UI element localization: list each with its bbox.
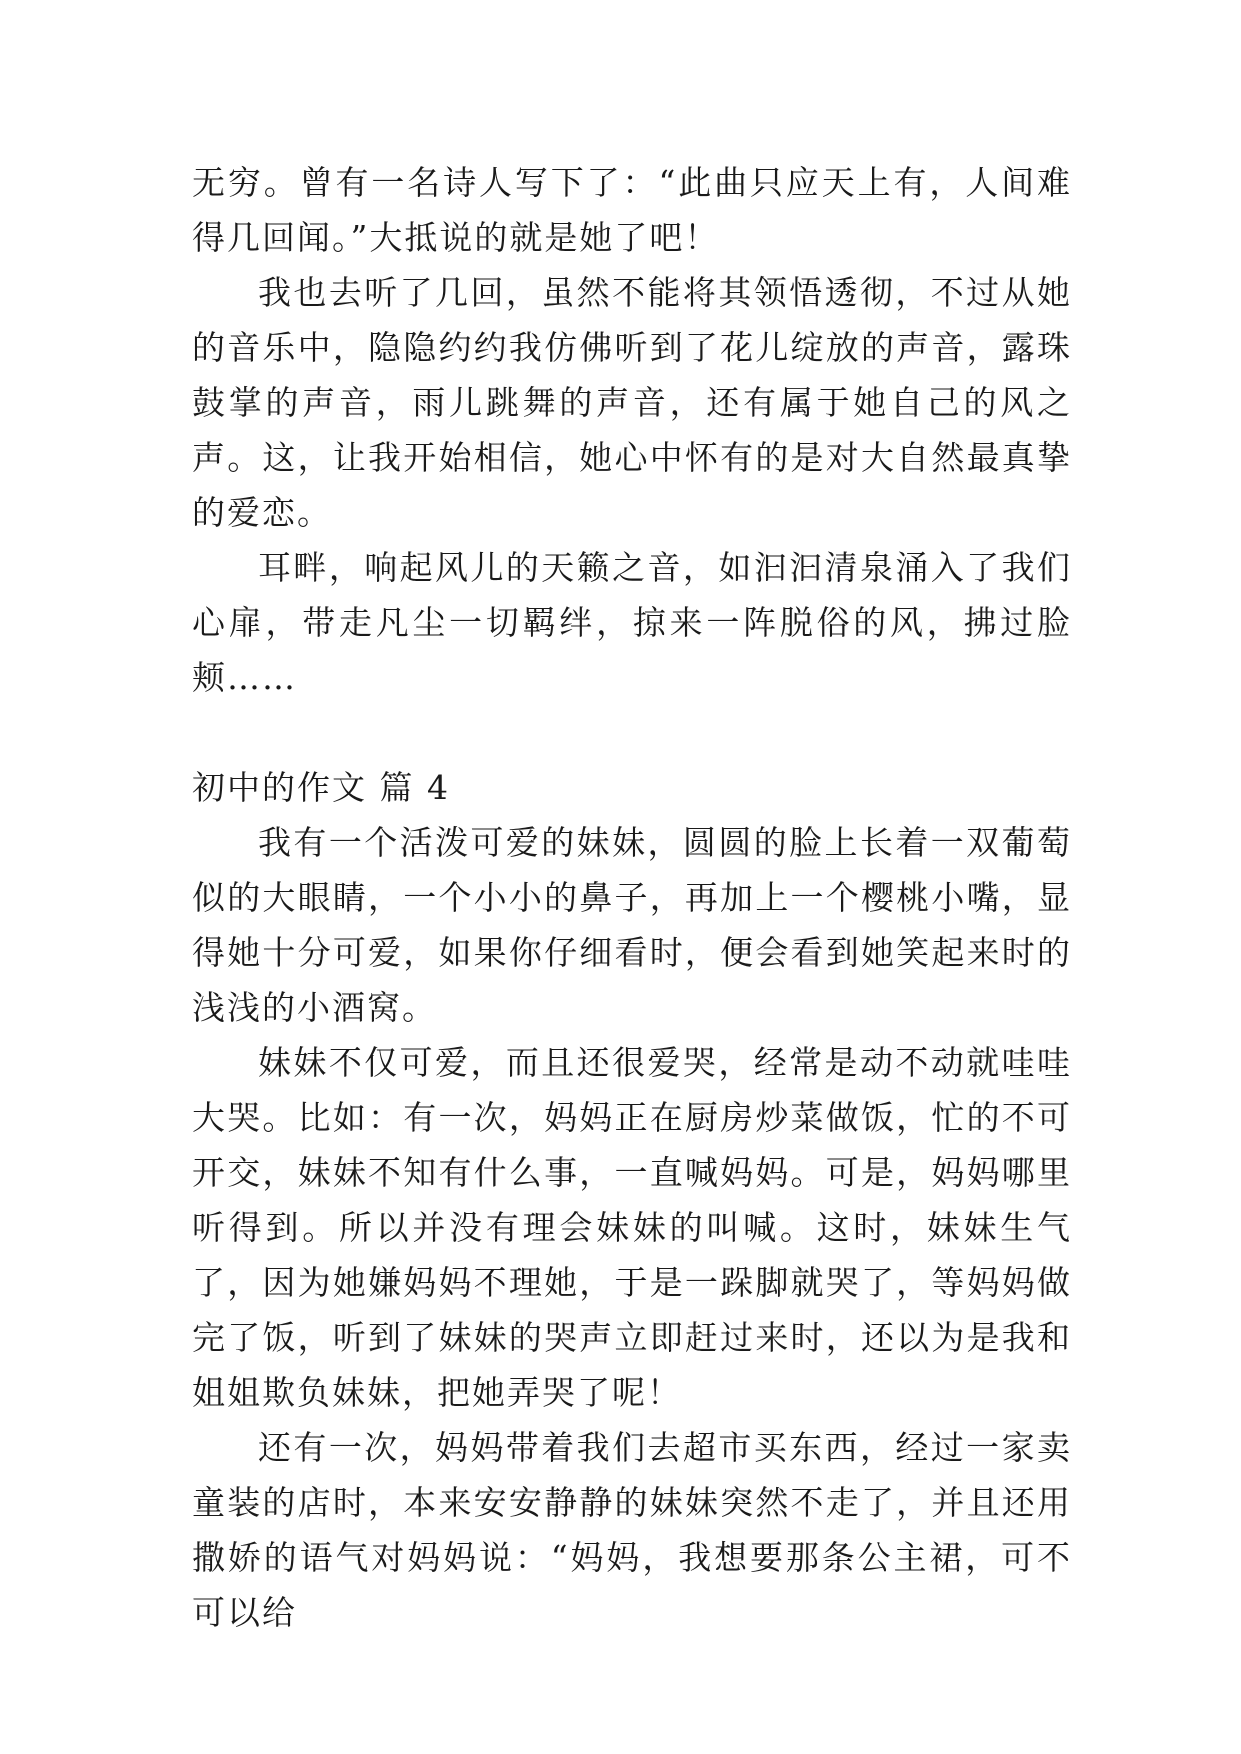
paragraph: 还有一次，妈妈带着我们去超市买东西，经过一家卖童装的店时，本来安安静静的妹妹突然不走了，并且还用撒娇的语气对妈妈说：“妈妈，我想要那条公主裙，可不可以给 [192,1428,1072,1632]
paragraph: 我也去听了几回，虽然不能将其领悟透彻，不过从她的音乐中，隐隐约约我仿佛听到了花儿绽放的声音，露珠鼓掌的声音，雨儿跳舞的声音，还有属于她自己的风之声。这，让我开始相信，她心中怀有的是对大自然最真挚的爱恋。 [192,273,1072,532]
paragraph: 无穷。曾有一名诗人写下了：“此曲只应天上有，人间难得几回闻。”大抵说的就是她了吧！ [192,163,1072,257]
paragraph: 我有一个活泼可爱的妹妹，圆圆的脸上长着一双葡萄似的大眼睛，一个小小的鼻子，再加上一个樱桃小嘴，显得她十分可爱，如果你仔细看时，便会看到她笑起来时的浅浅的小酒窝。 [192,823,1072,1027]
section-heading: 初中的作文 篇 4 [192,768,450,807]
paragraph: 耳畔，响起风儿的天籁之音，如汩汩清泉涌入了我们心扉，带走凡尘一切羁绊，掠来一阵脱俗的风，拂过脸颊…… [192,548,1072,697]
section-gap [192,705,1072,760]
paragraph: 妹妹不仅可爱，而且还很爱哭，经常是动不动就哇哇大哭。比如：有一次，妈妈正在厨房炒菜做饭，忙的不可开交，妹妹不知有什么事，一直喊妈妈。可是，妈妈哪里听得到。所以并没有理会妹妹的叫喊。这时，妹妹生气了，因为她嫌妈妈不理她，于是一跺脚就哭了，等妈妈做完了饭，听到了妹妹的哭声立即赶过来时，还以为是我和姐姐欺负妹妹，把她弄哭了呢！ [192,1043,1072,1412]
document-body [192,155,1072,1640]
